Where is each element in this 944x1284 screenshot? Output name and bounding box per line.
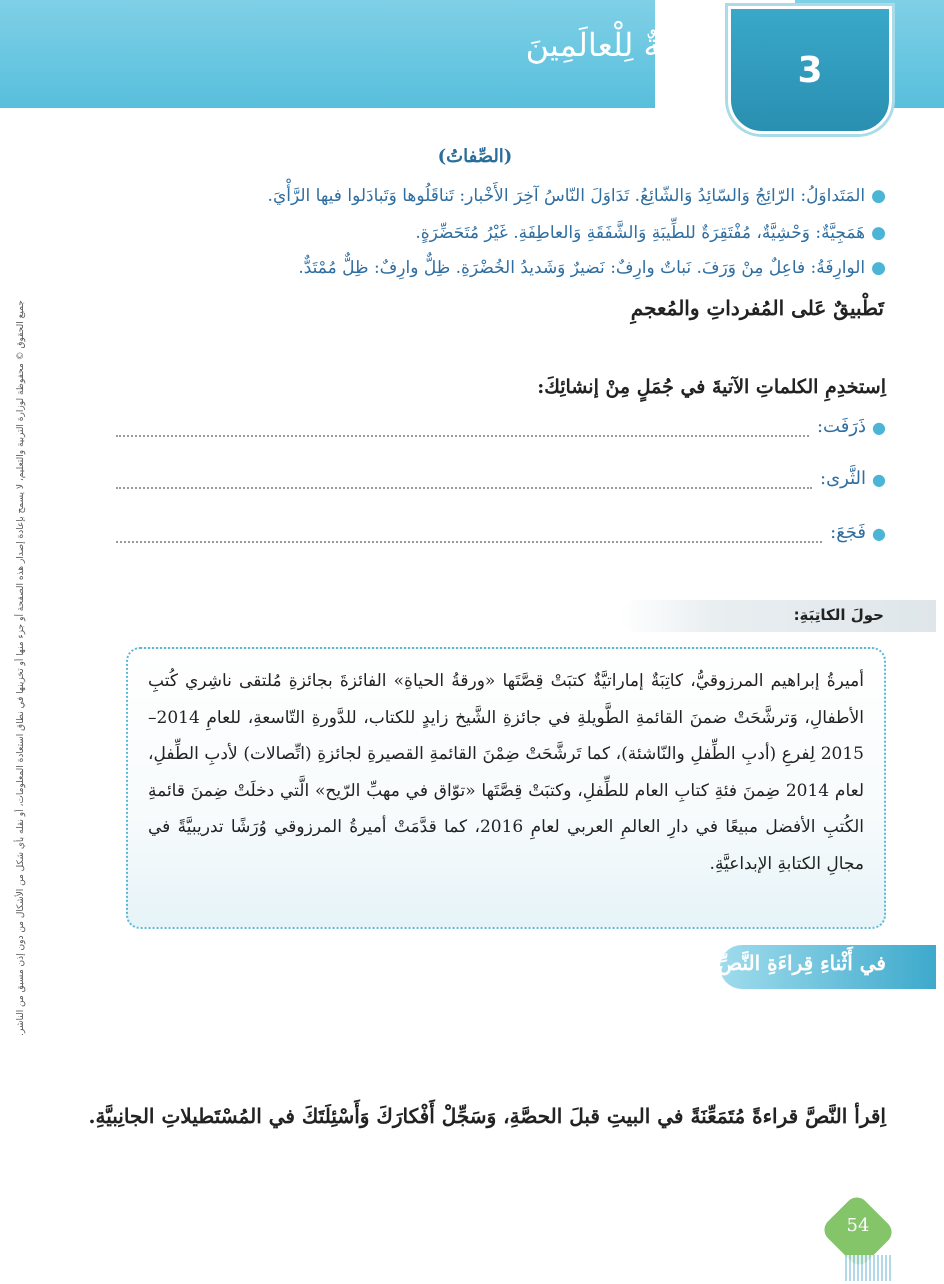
answer-line[interactable] — [116, 473, 812, 489]
vocab-word: فَجَعَ: — [830, 522, 867, 543]
writer-label: حولَ الكاتِبَةِ: — [793, 606, 884, 624]
adjective-item — [66, 258, 886, 278]
decorative-pattern — [845, 1255, 893, 1281]
vocab-word: ذَرَفَت: — [816, 416, 867, 437]
bullet-icon: ● — [871, 258, 886, 278]
unit-badge — [728, 6, 892, 134]
reading-instruction: اِقرأ النَّصَّ قراءةً مُتَمَعِّنَةً في البيتِ قبلَ الحصَّةِ، وَسَجِّلْ أَفْكارَكَ وَأَسْئِلَتَكَ في المُسْتَطيلاتِ الجانِبيَّةِ. — [88, 1104, 886, 1128]
vocab-word: الثَّرى: — [820, 468, 867, 489]
answer-line[interactable] — [116, 421, 809, 437]
vocab-word-row[interactable] — [116, 468, 886, 489]
bullet-icon: ● — [871, 223, 886, 243]
bullet-icon: ● — [872, 470, 886, 489]
reading-section-title: في أَثْناءِ قِراءَةِ النَّصِّ. — [711, 951, 886, 975]
adjective-item — [66, 186, 886, 206]
vocab-section-title: تَطْبيقٌ عَلى المُفرداتِ والمُعجمِ — [630, 296, 884, 320]
vocab-word-row[interactable] — [116, 416, 886, 437]
writer-bio-box — [126, 647, 886, 929]
bullet-icon: ● — [872, 418, 886, 437]
adjective-text: هَمَجِيَّةٌ: وَحْشِيَّةٌ، مُفْتَقِرَةٌ للطِّيبَةِ وَالشَّفَقَةِ وَالعاطِفَةِ. غَيْرُ مُتَحَضِّرَةٍ. — [415, 223, 866, 243]
bullet-icon: ● — [871, 186, 886, 206]
adjective-text: الوارِفَةُ: فاعِلٌ مِنْ وَرَفَ. نَباتٌ وارِفٌ: نَضيرٌ وَشَديدُ الخُضْرَةِ. ظِلٌّ وارِفٌ: ظِلٌّ مُمْتَدٌّ. — [298, 258, 866, 278]
answer-line[interactable] — [116, 527, 822, 543]
writer-bio-text: أميرةُ إبراهيم المرزوقيُّ، كاتِبَةٌ إماراتيَّةٌ كتبَتْ قِصَّتَها «ورقةُ الحياةِ» الفائزةَ بجائزةِ مُلتقى ناشِري كُتبِ الأطفالِ، وَترشَّحَتْ ضمنَ القائمةِ الطَّويلةِ في جائزةِ الشَّيخ زايدٍ للكتاب، للدَّورةِ التّاسعةِ، للعامِ 2014–2015 لِفرعِ (أدبِ الطِّفلِ والنّاشئة)، كما تَرشَّحَتْ ضِمْنَ القائمةِ القصيرةِ لجائزةِ (اتِّصالات) لأدبِ الطِّفلِ، لعام 2014 ضِمنَ فئةِ كتابِ العام للطِّفلِ، وكتبَتْ قِصَّتَها «توّاق في مهبِّ الرّيح» الَّتي دخلَتْ ضِمنَ قائمةِ الكُتبِ الأفضل مبيعًا في دارِ العالمِ العربي لعامِ 2016، كما قدَّمَتْ أميرةُ المرزوقي وُرَشًا تدريبيَّةً في مجالِ الكتابةِ الإبداعيَّةِ. — [148, 671, 865, 874]
copyright-side-note: جميع الحقوق © محفوظة لوزارة التربية والتعليم، لا يسمح بإعادة إصدار هذه الصفحة أو جزء منها أو تخزينها في نطاق استعادة المعلومات، أو نقله بأي شكل من الأشكال من دون إذن مسبق من الناشر. — [16, 300, 26, 1036]
writer-label-bar — [620, 600, 936, 632]
bullet-icon: ● — [872, 524, 886, 543]
adjectives-heading: (الصِّفاتُ) — [437, 146, 513, 167]
vocab-instruction: اِستخدِمِ الكلماتِ الآتيةَ في جُمَلٍ مِنْ إنشائِكَ: — [537, 376, 886, 398]
adjective-text: المَتَداوَلُ: الرّائِجُ وَالسّائِدُ وَالشّائِعُ. تَدَاوَلَ النّاسُ آخِرَ الأَخْبار: تَناقَلُوها وَتَبادَلوا فيها الرَّأْيَ. — [267, 186, 866, 206]
unit-number: 3 — [797, 49, 823, 91]
adjective-item — [66, 223, 886, 243]
vocab-word-row[interactable] — [116, 522, 886, 543]
unit-title: رَحْمَةٌ لِلْعالَمِينَ — [525, 26, 715, 64]
page-number: 54 — [846, 1215, 870, 1236]
